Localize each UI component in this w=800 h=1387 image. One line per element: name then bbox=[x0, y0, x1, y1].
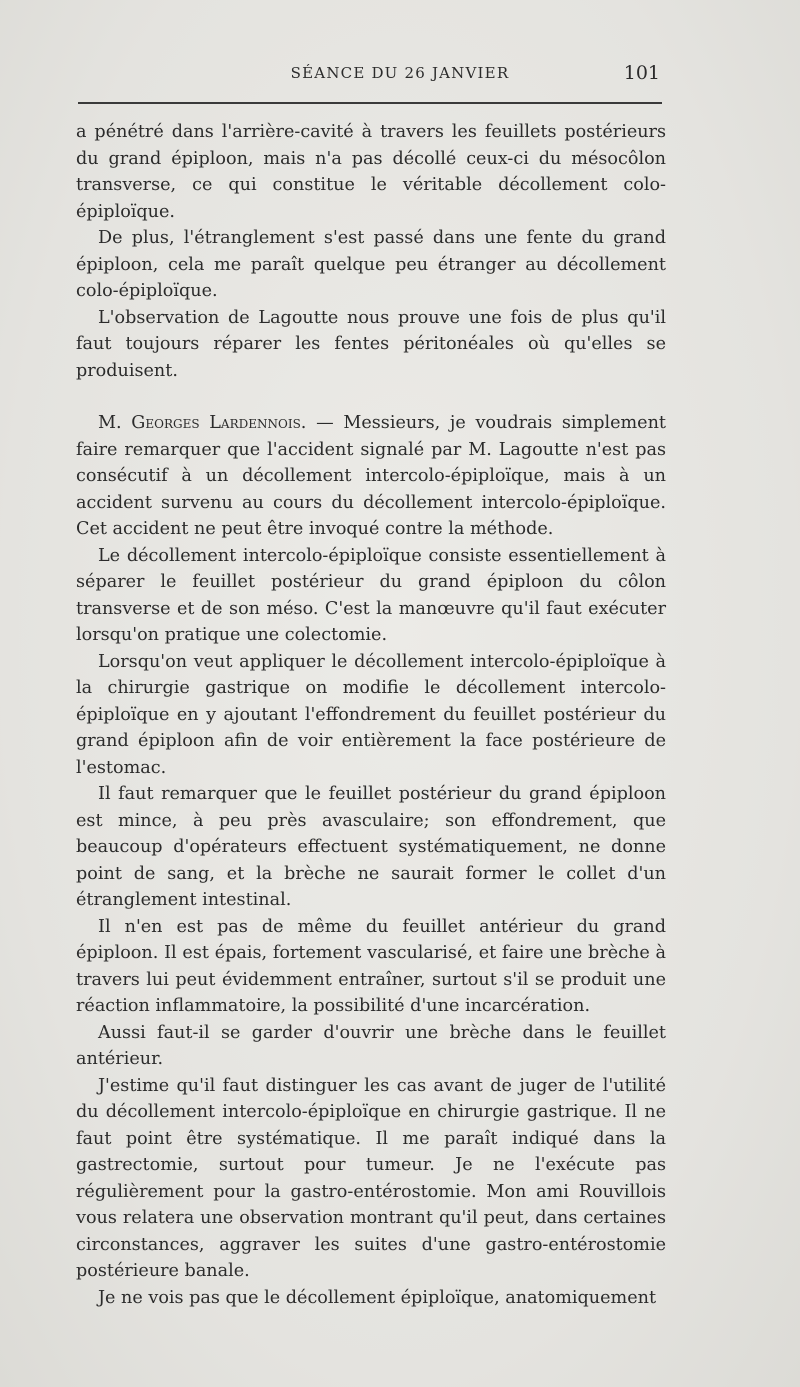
paragraph: Il n'en est pas de même du feuillet antérieur du grand épiploon. Il est épais, fortement vascularisé, et faire une brèche à travers lui peut évidemment entraîner, surtout s'il se produit une réaction inflammatoire, la possibilité d'une incarcération. bbox=[76, 916, 666, 1016]
running-title: SÉANCE DU 26 JANVIER bbox=[290, 64, 510, 82]
paragraph: L'observation de Lagoutte nous prouve une fois de plus qu'il faut toujours réparer les fentes péritonéales où qu'elles se produisent. bbox=[76, 307, 666, 381]
running-head bbox=[0, 62, 800, 86]
speech-text: — Messieurs, je voudrais simplement faire remarquer que l'accident signalé par M. Lagoutte n'est pas consécutif à un décollement intercolo-épiploïque, mais à un accident survenu au cours du décollement intercolo-épiploïque. Cet accident ne peut être invoqué contre la méthode. bbox=[76, 413, 666, 539]
paragraph: De plus, l'étranglement s'est passé dans une fente du grand épiploon, cela me paraît quelque peu étranger au décollement colo-épiploïque. bbox=[76, 228, 666, 301]
body-text bbox=[76, 119, 666, 1311]
header-rule bbox=[78, 102, 662, 104]
page-number: 101 bbox=[623, 62, 660, 84]
paragraph: Lorsqu'on veut appliquer le décollement intercolo-épiploïque à la chirurgie gastrique on modifie le décollement intercolo-épiploïque en y ajoutant l'effondrement du feuillet postérieur du grand épiploon afin de voir entièrement la face postérieure de l'estomac. bbox=[76, 651, 666, 778]
speaker-name: M. Georges Lardennois. bbox=[98, 413, 307, 433]
paragraph: Le décollement intercolo-épiploïque consiste essentiellement à séparer le feuillet postérieur du grand épiploon du côlon transverse et de son méso. C'est la manœuvre qu'il faut exécuter lorsqu'on pratique une colectomie. bbox=[76, 545, 666, 645]
paragraph: a pénétré dans l'arrière-cavité à travers les feuillets postérieurs du grand épiploon, mais n'a pas décollé ceux-ci du mésocôlon transverse, ce qui constitue le véritable décollement colo-épiploïque. bbox=[76, 122, 666, 222]
paragraph: Aussi faut-il se garder d'ouvrir une brèche dans le feuillet antérieur. bbox=[76, 1022, 666, 1069]
paragraph: Je ne vois pas que le décollement épiploïque, anatomiquement bbox=[98, 1287, 657, 1308]
speech-paragraph bbox=[76, 410, 666, 543]
paragraph: J'estime qu'il faut distinguer les cas avant de juger de l'utilité du décollement intercolo-épiploïque en chirurgie gastrique. Il ne faut point être systématique. Il me paraît indiqué dans la gastrectomie, surtout pour tumeur. Je ne l'exécute pas régulièrement pour la gastro-entérostomie. Mon ami Rouvillois vous relatera une observation montrant qu'il peut, dans certaines circonstances, aggraver les suites d'une gastro-entérostomie postérieure banale. bbox=[76, 1075, 666, 1281]
paragraph: Il faut remarquer que le feuillet postérieur du grand épiploon est mince, à peu près avasculaire; son effondrement, que beaucoup d'opérateurs effectuent systématiquement, ne donne point de sang, et la brèche ne saurait former le collet d'un étranglement intestinal. bbox=[76, 784, 666, 910]
